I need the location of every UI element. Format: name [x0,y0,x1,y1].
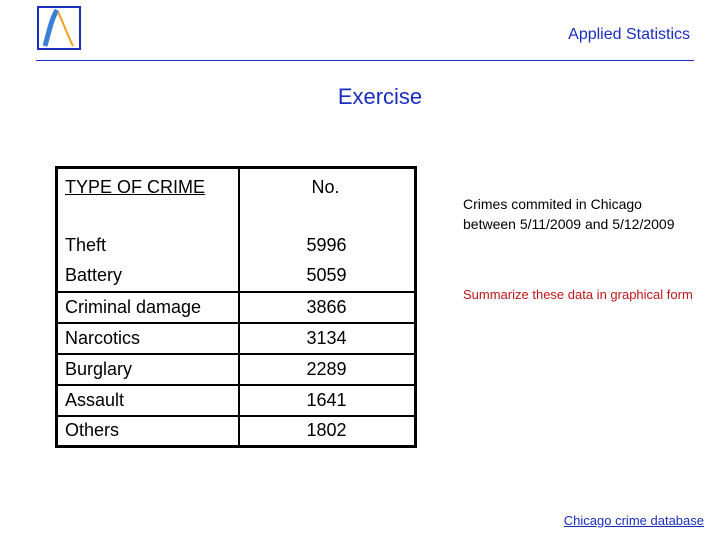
crime-count-cell: 1641 [239,385,416,416]
header-divider [36,60,694,61]
table-row [57,354,416,385]
crime-count-cell: 5996 [306,234,347,255]
table-row [57,416,416,447]
table-header-type [57,168,239,230]
data-source-note: Crimes commited in Chicago between 5/11/2009 and 5/12/2009 [463,196,675,232]
table-row [57,230,416,261]
crime-count-cell: 5059 [239,261,416,292]
crime-type-cell: Burglary [57,354,239,385]
crime-type-cell: Narcotics [57,323,239,354]
crime-type-cell: Battery [57,261,239,292]
table-header-row [57,168,416,230]
crime-type-cell: Others [57,416,239,447]
table-row [57,292,416,323]
header-title: Applied Statistics [568,26,690,43]
table-header-count: No. [311,177,340,197]
university-logo-icon [37,6,81,50]
crime-type-cell: Criminal damage [57,292,239,323]
crime-type-cell: Theft [57,230,239,261]
crime-count-cell: 3866 [239,292,416,323]
header-type-label: TYPE OF CRIME [65,177,206,197]
crime-count-cell: 2289 [239,354,416,385]
crime-count-cell: 1802 [306,420,347,441]
table-row [57,261,416,292]
chicago-crime-database-link[interactable]: Chicago crime database [563,513,704,528]
table-row [57,385,416,416]
crime-type-cell: Assault [57,385,239,416]
crime-count-cell: 3134 [239,323,416,354]
slide-title: Exercise [337,84,423,109]
exercise-instruction: Summarize these data in graphical form [463,287,693,302]
table-row [57,323,416,354]
crime-table [55,166,417,448]
